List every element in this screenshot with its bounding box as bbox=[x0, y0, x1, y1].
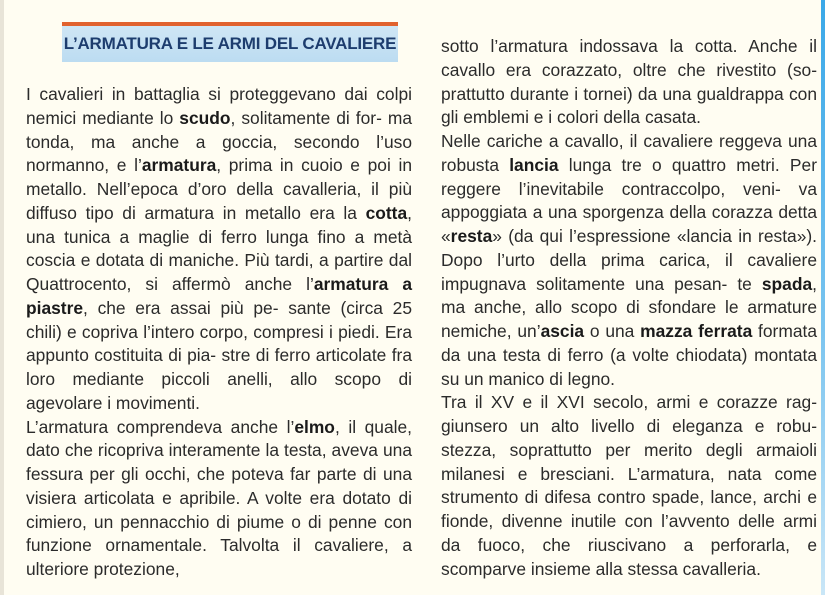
text-run: formata da una testa di ferro (a volte chiodata) montata su un manico di legno. bbox=[441, 321, 818, 389]
paragraph bbox=[26, 83, 412, 416]
text-run: , una tunica a maglie di ferro lunga fino a metà coscia e dotata di maniche. Più tardi, a partire dal Quattrocento, si affermò anche l’ bbox=[26, 202, 412, 294]
text-run: , prima in cuoio e poi in metallo. Nell’epoca d’oro della cavalleria, il più diffuso tipo di armatura in metallo era la bbox=[26, 155, 412, 223]
left-column bbox=[26, 83, 412, 582]
text-run: , che era assai più pe- sante (circa 25 chili) e copriva l’intero corpo, compresi i piedi. Era appunto costituita di pia- stre di ferro articolate fra loro mediante piccoli anelli, allo scopo di agevolare i movimenti. bbox=[26, 297, 412, 413]
bold-term: cotta bbox=[365, 202, 408, 223]
bold-term: elmo bbox=[294, 416, 335, 437]
section-title-box bbox=[62, 22, 398, 62]
paragraph bbox=[441, 35, 817, 130]
bold-term: armatura a piastre bbox=[26, 274, 413, 318]
text-run: » (da qui l’espressione «lancia in resta»). Dopo l’urto della prima carica, il cavaliere impugnava solitamente una pesan- te bbox=[441, 226, 817, 294]
bold-term: scudo bbox=[179, 107, 231, 128]
paragraph bbox=[441, 130, 817, 391]
text-run: sotto l’armatura indossava la cotta. Anche il cavallo era corazzato, oltre che rivestito (so- prattutto durante i tornei) da una gualdrappa con gli emblemi e i colori della casata. bbox=[441, 36, 817, 128]
right-column bbox=[441, 35, 817, 581]
bold-term: resta bbox=[450, 226, 493, 246]
text-run: , solitamente di for- ma tonda, ma anche a goccia, secondo l’uso normanno, e l’ bbox=[26, 107, 413, 176]
text-run: Tra il XV e il XVI secolo, armi e corazze rag- giunsero un alto livello di eleganza e robu- stezza, soprattutto per merito degli armaioli milanesi e bresciani. L’armatura, nata come strumento di difesa contro spade, lance, archi e fionde, divenne inutile con l’avvento delle armi da fuoco, che riuscivano a perforarla, e scomparve insieme alla stessa cavalleria. bbox=[441, 392, 817, 579]
page-edge-decoration bbox=[821, 0, 825, 595]
text-run: Nelle cariche a cavallo, il cavaliere reggeva una robusta bbox=[441, 131, 817, 175]
paragraph bbox=[26, 416, 412, 582]
text-run: L’armatura comprendeva anche l’ bbox=[26, 416, 295, 437]
paragraph bbox=[441, 391, 817, 581]
bold-term: spada bbox=[761, 273, 813, 294]
text-run: o una bbox=[584, 321, 641, 341]
text-run: , il quale, dato che ricopriva interamente la testa, aveva una fessura per gli occhi, che poteva far parte di una visiera articolata e apribile. A volte era dotato di cimiero, un pennacchio di piume o di penne con funzione ornamentale. Talvolta il cavaliere, a ulteriore protezione, bbox=[26, 416, 413, 579]
section-title: L’ARMATURA E LE ARMI DEL CAVALIERE bbox=[63, 34, 397, 53]
bold-term: armatura bbox=[141, 155, 217, 176]
bold-term: mazza ferrata bbox=[640, 321, 753, 341]
text-run: , ma anche, allo scopo di sfondare le armature nemiche, un’ bbox=[441, 273, 817, 341]
bold-term: ascia bbox=[540, 321, 585, 341]
text-run: lunga tre o quattro metri. Per reggere l’inevitabile contraccolpo, veni- va appoggiata a una sporgenza della corazza detta « bbox=[441, 154, 817, 246]
bold-term: lancia bbox=[509, 154, 559, 175]
text-run: I cavalieri in battaglia si proteggevano dai colpi nemici mediante lo bbox=[26, 84, 412, 128]
